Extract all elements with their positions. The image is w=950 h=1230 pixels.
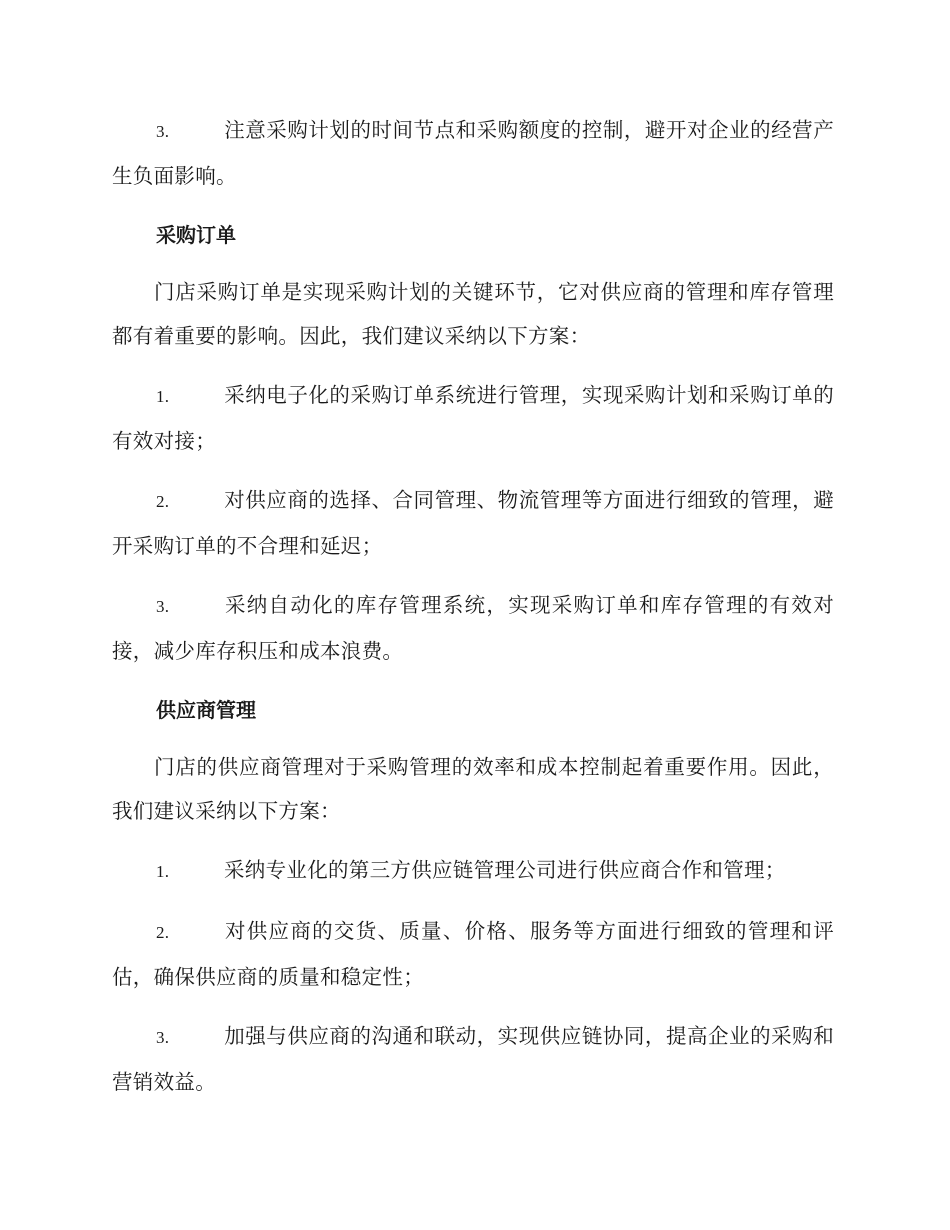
list-number: 3. bbox=[156, 1028, 170, 1047]
list-text: 对供应商的交货、质量、价格、服务等方面进行细致的管理和评估，确保供应商的质量和稳定性； bbox=[112, 919, 834, 989]
paragraph: 门店采购订单是实现采购计划的关键环节，它对供应商的管理和库存管理都有着重要的影响。因此，我们建议采纳以下方案： bbox=[112, 280, 834, 348]
list-number: 2. bbox=[156, 492, 170, 511]
list-text: 对供应商的选择、合同管理、物流管理等方面进行细致的管理，避开采购订单的不合理和延迟； bbox=[112, 488, 834, 558]
list-item bbox=[112, 848, 834, 894]
list-item bbox=[112, 1014, 834, 1104]
list-number: 2. bbox=[156, 923, 170, 942]
list-item bbox=[112, 583, 834, 673]
list-text: 注意采购计划的时间节点和采购额度的控制，避开对企业的经营产生负面影响。 bbox=[112, 118, 834, 188]
list-text: 采纳专业化的第三方供应链管理公司进行供应商合作和管理； bbox=[224, 858, 786, 882]
list-number: 3. bbox=[156, 122, 170, 141]
list-text: 采纳电子化的采购订单系统进行管理，实现采购计划和采购订单的有效对接； bbox=[112, 383, 834, 453]
list-text: 加强与供应商的沟通和联动，实现供应链协同，提高企业的采购和营销效益。 bbox=[112, 1024, 834, 1094]
paragraph: 门店的供应商管理对于采购管理的效率和成本控制起着重要作用。因此，我们建议采纳以下方案： bbox=[112, 755, 834, 823]
list-number: 1. bbox=[156, 862, 170, 881]
list-item bbox=[112, 478, 834, 568]
section-heading-supplier-management: 供应商管理 bbox=[156, 698, 256, 722]
document-body bbox=[112, 108, 834, 1119]
list-item bbox=[112, 909, 834, 999]
list-item bbox=[112, 108, 834, 198]
list-item bbox=[112, 373, 834, 463]
list-number: 3. bbox=[156, 597, 170, 616]
list-number: 1. bbox=[156, 387, 170, 406]
section-heading-purchase-order: 采购订单 bbox=[156, 223, 236, 247]
list-text: 采纳自动化的库存管理系统，实现采购订单和库存管理的有效对接，减少库存积压和成本浪费。 bbox=[112, 593, 834, 663]
